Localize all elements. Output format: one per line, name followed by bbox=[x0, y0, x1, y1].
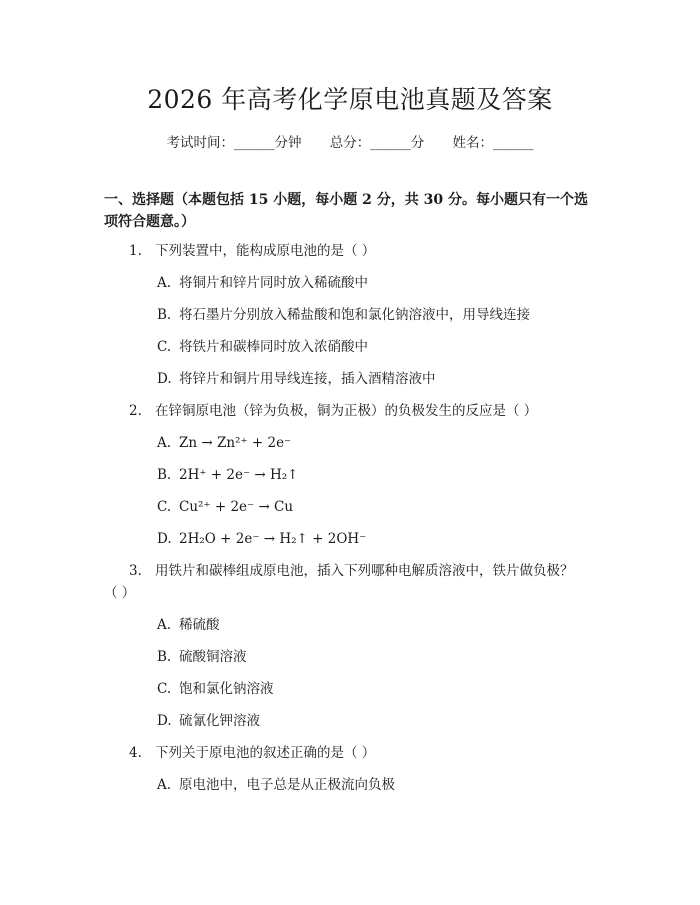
question-text: 用铁片和碳棒组成原电池，插入下列哪种电解质溶液中，铁片做负极？ bbox=[155, 563, 574, 579]
option-d bbox=[157, 528, 604, 550]
option-text: 2H₂O + 2e⁻ → H₂↑ + 2OH⁻ bbox=[179, 531, 367, 547]
option-d bbox=[157, 710, 604, 732]
option-a bbox=[157, 272, 604, 294]
option-a bbox=[157, 432, 604, 454]
option-text: Zn → Zn²⁺ + 2e⁻ bbox=[179, 435, 292, 451]
question-stem bbox=[104, 400, 604, 422]
option-letter: A. bbox=[157, 777, 172, 793]
option-a bbox=[157, 614, 604, 636]
question-number: 3. bbox=[129, 563, 142, 579]
option-text: 将锌片和铜片用导线连接，插入酒精溶液中 bbox=[179, 371, 436, 387]
question-stem bbox=[104, 240, 604, 262]
question-stem bbox=[104, 560, 604, 604]
option-letter: B. bbox=[157, 467, 172, 483]
page-title: 2026 年高考化学原电池真题及答案 bbox=[147, 85, 553, 114]
question-text: 在锌铜原电池（锌为负极，铜为正极）的负极发生的反应是（ ） bbox=[155, 403, 538, 419]
option-letter: C. bbox=[157, 339, 172, 355]
exam-info bbox=[0, 131, 700, 151]
question-2 bbox=[104, 400, 604, 550]
option-b bbox=[157, 304, 604, 326]
student-name-field: 姓名：______ bbox=[452, 135, 534, 151]
option-text: 2H⁺ + 2e⁻ → H₂↑ bbox=[179, 467, 299, 483]
question-number: 1. bbox=[129, 243, 142, 259]
question-text: 下列装置中，能构成原电池的是（ ） bbox=[155, 243, 376, 259]
option-d bbox=[157, 368, 604, 390]
question-list bbox=[104, 240, 604, 796]
question-3 bbox=[104, 560, 604, 732]
answer-blank: （ ） bbox=[104, 585, 136, 601]
question-4 bbox=[104, 742, 604, 796]
total-score-field: 总分：______分 bbox=[329, 135, 425, 151]
question-number: 2. bbox=[129, 403, 142, 419]
option-text: 将石墨片分别放入稀盐酸和饱和氯化钠溶液中，用导线连接 bbox=[179, 307, 530, 323]
option-letter: D. bbox=[157, 531, 172, 547]
option-letter: C. bbox=[157, 499, 172, 515]
option-text: 硫氰化钾溶液 bbox=[179, 713, 260, 729]
question-number: 4. bbox=[129, 745, 142, 761]
option-text: 将铁片和碳棒同时放入浓硝酸中 bbox=[179, 339, 368, 355]
option-a bbox=[157, 774, 604, 796]
option-text: 硫酸铜溶液 bbox=[179, 649, 247, 665]
option-text: 稀硫酸 bbox=[179, 617, 220, 633]
option-letter: A. bbox=[157, 617, 172, 633]
option-letter: B. bbox=[157, 307, 172, 323]
option-letter: A. bbox=[157, 435, 172, 451]
option-letter: D. bbox=[157, 371, 172, 387]
option-c bbox=[157, 336, 604, 358]
question-stem bbox=[104, 742, 604, 764]
option-text: 饱和氯化钠溶液 bbox=[179, 681, 274, 697]
option-letter: A. bbox=[157, 275, 172, 291]
option-text: 原电池中，电子总是从正极流向负极 bbox=[179, 777, 395, 793]
option-letter: B. bbox=[157, 649, 172, 665]
option-text: Cu²⁺ + 2e⁻ → Cu bbox=[179, 499, 294, 515]
section-heading: 一、选择题（本题包括 15 小题，每小题 2 分，共 30 分。每小题只有一个选项符合题意。） bbox=[104, 192, 588, 230]
option-b bbox=[157, 646, 604, 668]
question-1 bbox=[104, 240, 604, 390]
option-c bbox=[157, 678, 604, 700]
option-b bbox=[157, 464, 604, 486]
exam-time-field: 考试时间：______分钟 bbox=[166, 135, 302, 151]
question-text: 下列关于原电池的叙述正确的是（ ） bbox=[155, 745, 376, 761]
option-c bbox=[157, 496, 604, 518]
option-letter: C. bbox=[157, 681, 172, 697]
option-letter: D. bbox=[157, 713, 172, 729]
option-text: 将铜片和锌片同时放入稀硫酸中 bbox=[179, 275, 368, 291]
